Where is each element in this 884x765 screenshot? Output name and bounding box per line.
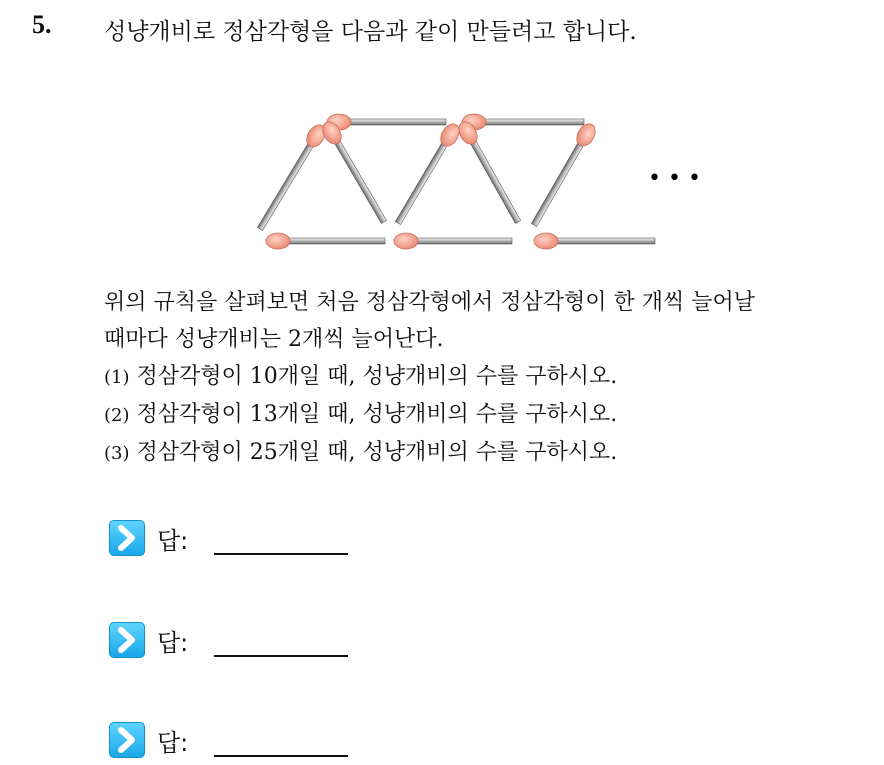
answer-row-2 [109, 620, 369, 660]
answer-blank[interactable] [214, 553, 348, 555]
question-number: 5. [32, 10, 52, 39]
matchstick-stick [282, 238, 385, 244]
chevron-right-icon [109, 520, 145, 556]
subquestion-2 [104, 396, 755, 434]
body-line-2: 때마다 성냥개비는 2개씩 늘어난다. [104, 327, 444, 352]
matchstick-triangles-figure [250, 105, 710, 265]
matchstick-stick [343, 119, 446, 125]
matchstick-stick [478, 119, 584, 125]
matchstick [527, 121, 599, 229]
matchstick [455, 119, 525, 226]
matchstick-stick [531, 137, 586, 227]
subquestion-3 [104, 434, 755, 472]
body-line-1: 위의 규칙을 살펴보면 처음 정삼각형에서 정삼각형이 한 개씩 늘어날 [104, 290, 756, 315]
answer-label: 답: [157, 527, 189, 555]
subquestion-text: 정삼각형이 10개일 때, 성냥개비의 수를 구하시오. [129, 364, 618, 389]
matchstick [394, 233, 512, 249]
subquestion-1 [104, 358, 755, 396]
subquestion-label: (1) [104, 367, 130, 388]
matchstick [534, 233, 655, 249]
matchstick-stick [257, 138, 316, 231]
answer-label: 답: [157, 729, 189, 757]
chevron-right-icon [109, 622, 145, 658]
answer-blank[interactable] [214, 655, 348, 657]
matchstick [327, 114, 446, 130]
matchstick [253, 122, 329, 234]
answer-blank[interactable] [214, 755, 348, 757]
ellipsis: • • • [648, 166, 701, 191]
answer-row-1 [109, 518, 369, 558]
subquestion-label: (3) [104, 443, 130, 464]
problem-body [104, 284, 755, 472]
matchstick-stick [410, 238, 512, 244]
matchstick-stick [550, 238, 655, 244]
matchstick-stick [395, 137, 450, 225]
subquestion-text: 정삼각형이 25개일 때, 성냥개비의 수를 구하시오. [129, 440, 618, 465]
matchstick-stick [331, 135, 386, 224]
matchstick-head [534, 233, 558, 249]
matchstick [319, 119, 391, 226]
matchstick [462, 114, 584, 130]
matchstick-stick [467, 135, 520, 223]
matchstick-head [394, 233, 418, 249]
answer-row-3 [109, 720, 369, 760]
subquestion-label: (2) [104, 405, 130, 426]
chevron-right-icon [109, 722, 145, 758]
subquestion-text: 정삼각형이 13개일 때, 성냥개비의 수를 구하시오. [129, 402, 618, 427]
answer-label: 답: [157, 629, 189, 657]
question-text: 성냥개비로 정삼각형을 다음과 같이 만들려고 합니다. [104, 19, 637, 45]
matchstick-head [266, 233, 290, 249]
matchstick [266, 233, 385, 249]
matchstick [391, 121, 463, 227]
